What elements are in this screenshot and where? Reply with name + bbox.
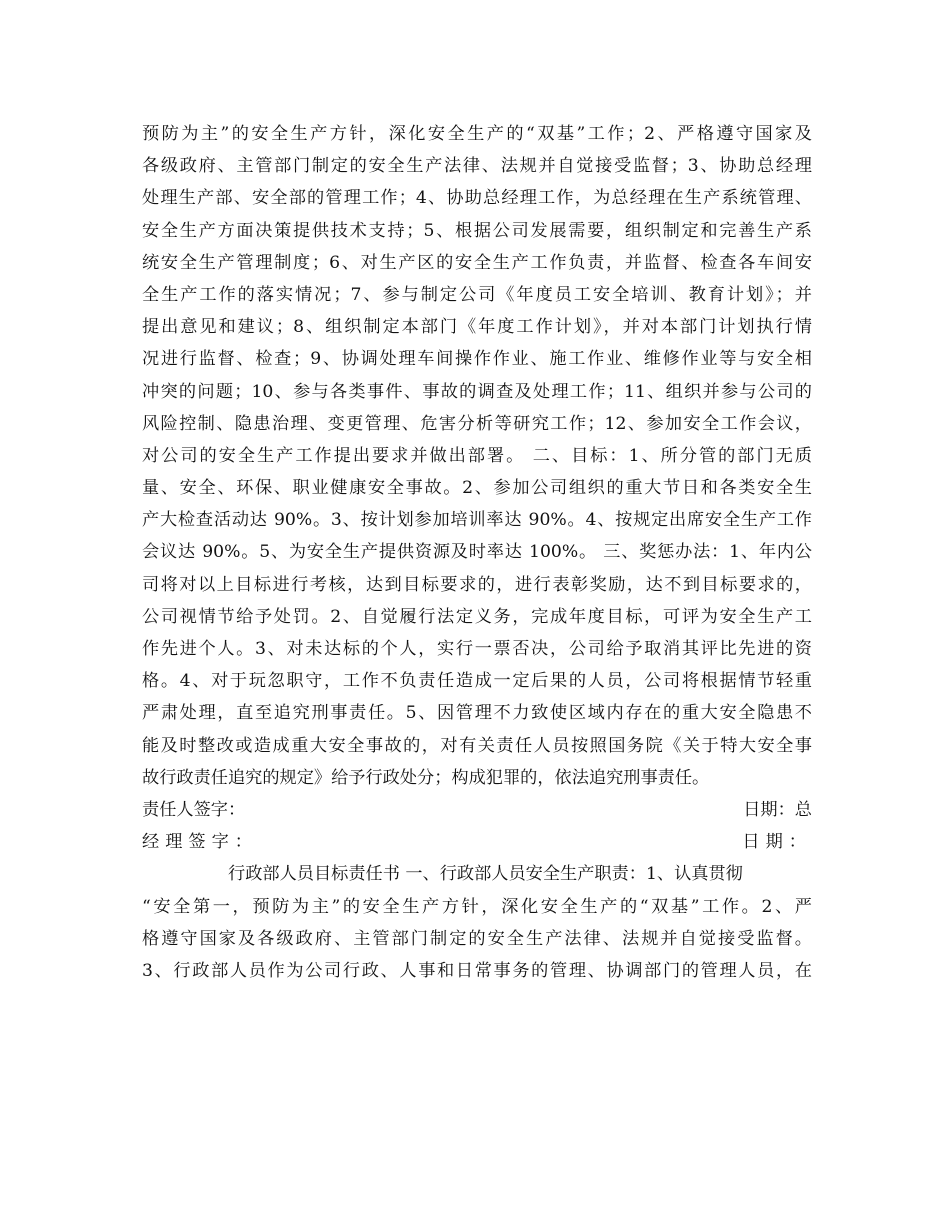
section-title-line: 行政部人员目标责任书 一、行政部人员安全生产职责：1、认真贯彻 bbox=[228, 864, 743, 885]
date-label: 日期： bbox=[742, 832, 812, 853]
text-line: 况进行监督、检查；9、协调处理车间操作作业、施工作业、维修作业等与安全相 bbox=[142, 349, 812, 370]
signature-label: 经理签字： bbox=[142, 832, 258, 853]
text-line: 作先进个人。3、对未达标的个人，实行一票否决，公司给予取消其评比先进的资 bbox=[142, 639, 812, 659]
text-line: 严肃处理，直至追究刑事责任。5、因管理不力致使区域内存在的重大安全隐患不 bbox=[142, 703, 812, 724]
document-body bbox=[142, 118, 812, 987]
text-line: 会议达 90%。5、为安全生产提供资源及时率达 100%。 三、奖惩办法：1、年内公 bbox=[142, 542, 812, 563]
text-line: 冲突的问题；10、参与各类事件、事故的调查及处理工作；11、组织并参与公司的 bbox=[142, 381, 812, 402]
text-line: 3、行政部人员作为公司行政、人事和日常事务的管理、协调部门的管理人员，在 bbox=[142, 960, 812, 981]
text-line: 故行政责任追究的规定》给予行政处分；构成犯罪的，依法追究刑事责任。 bbox=[142, 767, 710, 788]
signature-row-manager bbox=[142, 826, 812, 858]
signature-label: 责任人签字： bbox=[142, 799, 246, 820]
text-line: 处理生产部、安全部的管理工作；4、协助总经理工作，为总经理在生产系统管理、 bbox=[142, 188, 812, 209]
text-line: 各级政府、主管部门制定的安全生产法律、法规并自觉接受监督；3、协助总经理 bbox=[142, 156, 812, 177]
text-line: 安全生产方面决策提供技术支持；5、根据公司发展需要，组织制定和完善生产系 bbox=[142, 220, 812, 241]
text-line: 公司视情节给予处罚。2、自觉履行法定义务，完成年度目标，可评为安全生产工 bbox=[142, 606, 812, 627]
text-line: 对公司的安全生产工作提出要求并做出部署。 二、目标：1、所分管的部门无质 bbox=[142, 445, 812, 466]
text-line: “安全第一，预防为主”的安全生产方针，深化安全生产的“双基”工作。2、严 bbox=[142, 896, 812, 917]
text-line: 统安全生产管理制度；6、对生产区的安全生产工作负责，并监督、检查各车间安 bbox=[142, 252, 812, 273]
date-label: 日期：总 bbox=[743, 799, 812, 820]
signature-row-responsible bbox=[142, 794, 812, 826]
text-line: 格遵守国家及各级政府、主管部门制定的安全生产法律、法规并自觉接受监督。 bbox=[142, 928, 812, 949]
text-line: 提出意见和建议；8、组织制定本部门《年度工作计划》，并对本部门计划执行情 bbox=[142, 317, 812, 338]
text-line: 能及时整改或造成重大安全事故的，对有关责任人员按照国务院《关于特大安全事 bbox=[142, 735, 812, 756]
text-line: 司将对以上目标进行考核，达到目标要求的，进行表彰奖励，达不到目标要求的， bbox=[142, 574, 812, 595]
text-line: 格。4、对于玩忽职守，工作不负责任造成一定后果的人员，公司将根据情节轻重 bbox=[142, 671, 812, 692]
text-line: 风险控制、隐患治理、变更管理、危害分析等研究工作；12、参加安全工作会议， bbox=[142, 413, 812, 434]
text-line: 预防为主”的安全生产方针，深化安全生产的“双基”工作；2、严格遵守国家及 bbox=[142, 124, 812, 144]
text-line: 产大检查活动达 90%。3、按计划参加培训率达 90%。4、按规定出席安全生产工作 bbox=[142, 510, 812, 531]
text-line: 全生产工作的落实情况；7、参与制定公司《年度员工安全培训、教育计划》；并 bbox=[142, 284, 812, 305]
text-line: 量、安全、环保、职业健康安全事故。2、参加公司组织的重大节日和各类安全生 bbox=[142, 478, 812, 499]
